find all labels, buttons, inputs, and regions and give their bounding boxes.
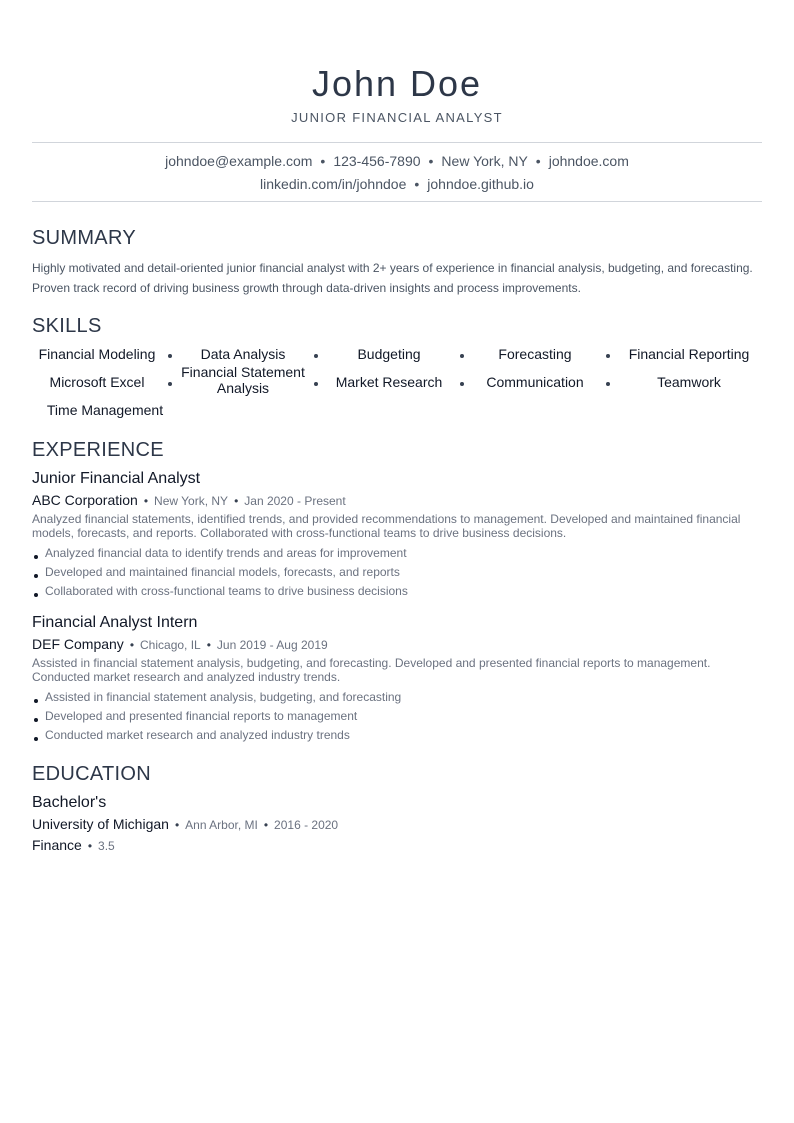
separator-dot: • — [414, 176, 420, 192]
skill-item: Data Analysis — [200, 346, 286, 362]
candidate-name: John Doe — [311, 63, 483, 104]
website-link[interactable]: johndoe.com — [548, 153, 629, 169]
achievement-list — [32, 688, 762, 745]
field-of-study: Finance — [32, 837, 82, 853]
achievement-item: Developed and maintained financial models, forecasts, and reports — [32, 563, 762, 582]
separator-dot: • — [263, 818, 269, 832]
separator-dot: • — [428, 153, 434, 169]
education-dates: 2016 - 2020 — [274, 818, 339, 832]
separator-dot: • — [143, 494, 149, 508]
summary-heading: SUMMARY — [32, 227, 136, 249]
skill-separator-dot — [460, 382, 464, 386]
summary-text: Highly motivated and detail-oriented junior financial analyst with 2+ years of experience in financial analysis, budgeting, and forecasting. Proven track record of driving business growth through data-driven insights and process improvements. — [32, 261, 753, 295]
skills-heading: SKILLS — [32, 315, 102, 337]
skill-item: Budgeting — [357, 346, 421, 362]
skill-separator-dot — [314, 354, 318, 358]
position-dates: Jun 2019 - Aug 2019 — [216, 638, 328, 652]
skill-item: Market Research — [335, 374, 443, 390]
skills-row — [32, 342, 762, 370]
degree-title: Bachelor's — [32, 794, 107, 811]
location-text: New York, NY — [441, 153, 528, 169]
phone-number[interactable]: 123-456-7890 — [333, 153, 421, 169]
skill-separator-dot — [606, 354, 610, 358]
position-title: Financial Analyst Intern — [32, 614, 198, 631]
education-entry — [32, 793, 762, 855]
skill-item: Microsoft Excel — [49, 374, 145, 390]
skills-list — [32, 342, 762, 426]
contact-line-2 — [32, 175, 762, 193]
skill-item: Time Management — [46, 402, 164, 418]
school-location: Ann Arbor, MI — [185, 818, 258, 832]
position-meta — [32, 635, 762, 654]
skill-separator-dot — [168, 382, 172, 386]
achievement-item: Conducted market research and analyzed industry trends — [32, 726, 762, 745]
separator-dot: • — [234, 494, 239, 508]
achievement-item: Assisted in financial statement analysis, budgeting, and forecasting — [32, 688, 762, 707]
company-name: ABC Corporation — [32, 492, 138, 508]
linkedin-link[interactable]: linkedin.com/in/johndoe — [260, 176, 407, 192]
company-name: DEF Company — [32, 636, 124, 652]
achievement-item: Developed and presented financial reports to management — [32, 707, 762, 726]
skill-separator-dot — [606, 382, 610, 386]
school-name: University of Michigan — [32, 816, 169, 832]
education-heading: EDUCATION — [32, 763, 151, 785]
position-location: New York, NY — [154, 494, 229, 508]
achievement-item: Collaborated with cross-functional teams to drive business decisions — [32, 582, 762, 601]
separator-dot: • — [174, 818, 180, 832]
experience-heading: EXPERIENCE — [32, 439, 164, 461]
header-divider-top — [32, 142, 762, 143]
skills-row — [32, 398, 762, 426]
position-dates: Jan 2020 - Present — [244, 494, 346, 508]
job-title-headline: JUNIOR FINANCIAL ANALYST — [291, 110, 503, 125]
skill-item: Forecasting — [498, 346, 572, 362]
separator-dot: • — [320, 153, 326, 169]
separator-dot: • — [535, 153, 541, 169]
skill-item: Teamwork — [657, 374, 721, 390]
separator-dot: • — [87, 839, 93, 853]
position-location: Chicago, IL — [140, 638, 201, 652]
skill-separator-dot — [314, 382, 318, 386]
skill-item: Financial Modeling — [38, 346, 156, 362]
header-divider-bottom — [32, 201, 762, 202]
separator-dot: • — [206, 638, 211, 652]
skill-item: Communication — [486, 374, 584, 390]
skill-item: Financial Statement Analysis — [181, 364, 305, 396]
email-link[interactable]: johndoe@example.com — [165, 153, 313, 169]
position-meta — [32, 491, 762, 510]
education-meta — [32, 815, 762, 834]
achievement-item: Analyzed financial data to identify trends and areas for improvement — [32, 544, 762, 563]
skills-row — [32, 364, 762, 398]
separator-dot: • — [129, 638, 135, 652]
gpa-value: 3.5 — [98, 839, 115, 853]
position-description: Analyzed financial statements, identified trends, and provided recommendations to management. Developed and maintained financial models, forecasts, and reports. Collaborated with cross-functional teams to drive business decisions. — [32, 512, 741, 540]
contact-line-1 — [32, 152, 762, 170]
skill-item: Financial Reporting — [628, 346, 750, 362]
experience-entry — [32, 613, 762, 745]
position-description: Assisted in financial statement analysis, budgeting, and forecasting. Developed and presented financial reports to management. Conducted market research and analyzed industry trends. — [32, 656, 711, 684]
field-of-study-line — [32, 836, 762, 855]
skill-separator-dot — [168, 354, 172, 358]
experience-entry — [32, 469, 762, 601]
achievement-list — [32, 544, 762, 601]
github-link[interactable]: johndoe.github.io — [427, 176, 534, 192]
position-title: Junior Financial Analyst — [32, 470, 201, 487]
skill-separator-dot — [460, 354, 464, 358]
